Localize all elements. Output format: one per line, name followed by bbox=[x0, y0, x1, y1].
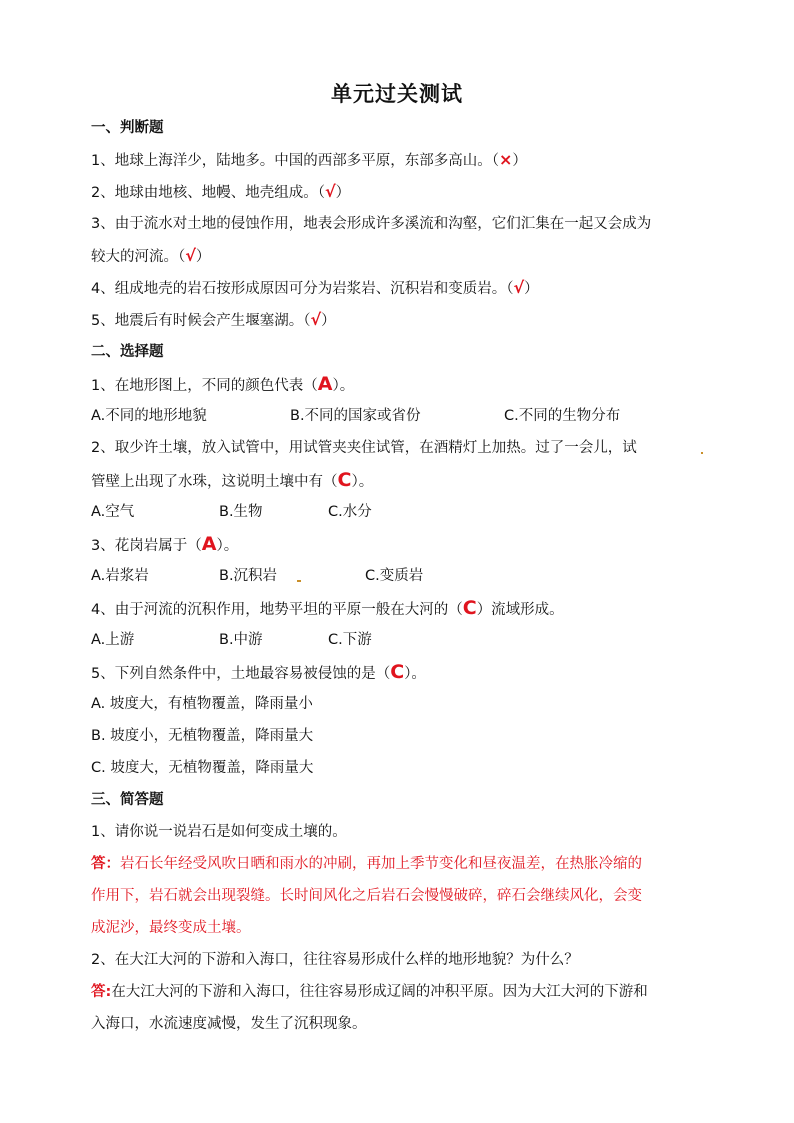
question-text: 4、由于河流的沉积作用，地势平坦的平原一般在大河的（ bbox=[91, 602, 463, 618]
page-title: 单元过关测试 bbox=[331, 82, 463, 106]
judgment-q2 bbox=[91, 182, 711, 203]
question-close: ）。 bbox=[216, 538, 239, 554]
question-close: ） bbox=[512, 153, 527, 169]
option-a: A.岩浆岩 bbox=[91, 568, 149, 584]
section-heading-judgment: 一、判断题 bbox=[91, 120, 164, 136]
short-answer-q1-answer-line1 bbox=[91, 854, 711, 874]
option-c: C.变质岩 bbox=[365, 568, 424, 584]
stray-mark bbox=[701, 452, 703, 454]
choice-q1 bbox=[91, 374, 711, 396]
question-close: ）。 bbox=[332, 378, 355, 394]
question-close: ）流域形成。 bbox=[476, 602, 564, 618]
judgment-q3-line2 bbox=[91, 246, 711, 267]
question-close: ）。 bbox=[404, 666, 426, 682]
answer-label: 答: bbox=[91, 984, 112, 1000]
question-text: 管壁上出现了水珠，这说明土壤中有（ bbox=[91, 474, 338, 490]
answer-mark: × bbox=[498, 150, 513, 169]
short-answer-q2: 2、在大江大河的下游和入海口，往往容易形成什么样的地形地貌？为什么？ bbox=[91, 952, 579, 968]
option-a: A.不同的地形地貌 bbox=[91, 408, 207, 424]
choice-q2-line2 bbox=[91, 470, 711, 492]
question-close: ） bbox=[321, 313, 336, 329]
choice-q5-option-a: A. 坡度大，有植物覆盖，降雨量小 bbox=[91, 696, 313, 712]
choice-q5 bbox=[91, 662, 711, 684]
answer-mark: √ bbox=[185, 246, 196, 265]
answer-letter: C bbox=[337, 469, 352, 491]
question-close: ） bbox=[524, 281, 539, 297]
answer-mark: √ bbox=[310, 310, 322, 329]
question-text: 较大的河流。（ bbox=[91, 249, 186, 265]
answer-text: 在大江大河的下游和入海口，往往容易形成辽阔的冲积平原。因为大江大河的下游和 bbox=[111, 984, 648, 1000]
answer-mark: √ bbox=[513, 278, 525, 297]
answer-letter: A bbox=[201, 533, 217, 555]
judgment-q3-line1: 3、由于流水对土地的侵蚀作用，地表会形成许多溪流和沟壑，它们汇集在一起又会成为 bbox=[91, 216, 652, 232]
section-heading-short-answer: 三、简答题 bbox=[91, 792, 164, 808]
judgment-q1 bbox=[91, 150, 711, 171]
option-b: B.不同的国家或省份 bbox=[290, 408, 421, 424]
option-a: A.上游 bbox=[91, 632, 135, 648]
question-close: ）。 bbox=[351, 474, 374, 490]
question-close: ） bbox=[335, 185, 351, 201]
answer-letter: C bbox=[390, 661, 405, 683]
choice-q4 bbox=[91, 598, 711, 620]
option-a: A.空气 bbox=[91, 504, 135, 520]
answer-letter: C bbox=[462, 597, 477, 619]
answer-mark: √ bbox=[324, 182, 336, 201]
answer-letter: A bbox=[317, 373, 333, 395]
option-c: C.水分 bbox=[328, 504, 372, 520]
question-text: 2、地球由地核、地幔、地壳组成。（ bbox=[91, 185, 325, 201]
choice-q5-option-b: B. 坡度小，无植物覆盖，降雨量大 bbox=[91, 728, 314, 744]
question-text: 3、花岗岩属于（ bbox=[91, 538, 202, 554]
question-text: 1、地球上海洋少，陆地多。中国的西部多平原，东部多高山。（ bbox=[91, 153, 499, 169]
judgment-q5 bbox=[91, 310, 711, 331]
judgment-q4 bbox=[91, 278, 711, 299]
choice-q3 bbox=[91, 534, 711, 556]
option-b: B.中游 bbox=[219, 632, 263, 648]
short-answer-q1-answer-line3: 成泥沙，最终变成土壤。 bbox=[91, 920, 251, 936]
question-text: 5、下列自然条件中，土地最容易被侵蚀的是（ bbox=[91, 666, 391, 682]
option-b: B.生物 bbox=[219, 504, 263, 520]
section-heading-choice: 二、选择题 bbox=[91, 344, 164, 360]
short-answer-q2-answer-line2: 入海口，水流速度减慢，发生了沉积现象。 bbox=[91, 1016, 367, 1032]
short-answer-q2-answer-line1 bbox=[91, 982, 711, 1002]
question-close: ） bbox=[195, 249, 211, 265]
answer-text: 岩石长年经受风吹日晒和雨水的冲刷，再加上季节变化和昼夜温差，在热胀冷缩的 bbox=[120, 856, 642, 872]
short-answer-q1-answer-line2: 作用下，岩石就会出现裂缝。长时间风化之后岩石会慢慢破碎，碎石会继续风化，会变 bbox=[91, 888, 642, 904]
question-text: 5、地震后有时候会产生堰塞湖。（ bbox=[91, 313, 311, 329]
choice-q2-line1: 2、取少许土壤，放入试管中，用试管夹夹住试管，在酒精灯上加热。过了一会儿，试 bbox=[91, 440, 637, 456]
option-b: B.沉积岩 bbox=[219, 568, 278, 584]
choice-q5-option-c: C. 坡度大，无植物覆盖，降雨量大 bbox=[91, 760, 314, 776]
option-c: C.不同的生物分布 bbox=[504, 408, 621, 424]
answer-label: 答： bbox=[91, 856, 120, 872]
stray-mark bbox=[297, 580, 301, 582]
option-c: C.下游 bbox=[328, 632, 372, 648]
question-text: 1、在地形图上，不同的颜色代表（ bbox=[91, 378, 318, 394]
question-text: 4、组成地壳的岩石按形成原因可分为岩浆岩、沉积岩和变质岩。（ bbox=[91, 281, 514, 297]
short-answer-q1: 1、请你说一说岩石是如何变成土壤的。 bbox=[91, 824, 347, 840]
